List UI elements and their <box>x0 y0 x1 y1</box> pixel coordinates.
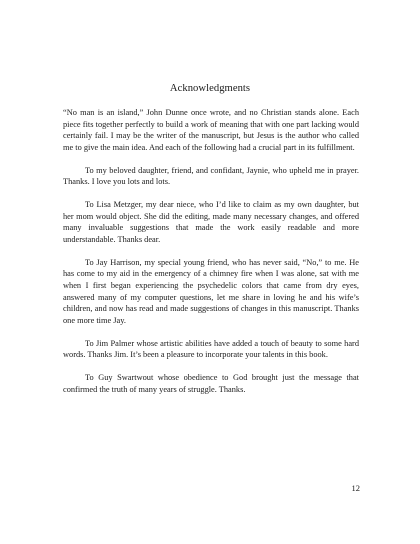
page-number: 12 <box>351 483 360 493</box>
acknowledgments-body <box>63 107 359 407</box>
paragraph-intro: “No man is an island,” John Dunne once wrote, and no Christian stands alone. Each piece fits together perfectly to build a work of meaning that with one part lacking would certainly fail. I may be the writer of the manuscript, but Jesus is the author who called me to give the main idea. And each of the following had a crucial part in its fulfillment. <box>63 108 359 152</box>
paragraph-jay-harrison: To Jay Harrison, my special young friend, who has never said, “No,” to me. He has come to my aid in the emergency of a chimney fire when I was alone, sat with me when I first began experiencing the psychedelic colors that came from dry eyes, answered many of my computer questions, let me share in loving he and his wife’s children, and now has read and made suggestions of changes in this manuscript. Thanks one more time Jay. <box>63 257 359 325</box>
paragraph-lisa-metzger: To Lisa Metzger, my dear niece, who I’d like to claim as my own daughter, but her mom would object. She did the editing, made many necessary changes, and offered many invaluable suggestions that made the work easily readable and more understandable. Thanks dear. <box>63 200 359 244</box>
paragraph-jaynie: To my beloved daughter, friend, and confidant, Jaynie, who upheld me in prayer. Thanks. I love you lots and lots. <box>63 165 359 187</box>
paragraph-jim-palmer: To Jim Palmer whose artistic abilities have added a touch of beauty to some hard words. Thanks Jim. It’s been a pleasure to incorporate your talents in this book. <box>63 338 359 360</box>
page-title: Acknowledgments <box>169 83 251 94</box>
paragraph-guy-swartwout: To Guy Swartwout whose obedience to God brought just the message that confirmed the truth of many years of struggle. Thanks. <box>63 373 359 394</box>
